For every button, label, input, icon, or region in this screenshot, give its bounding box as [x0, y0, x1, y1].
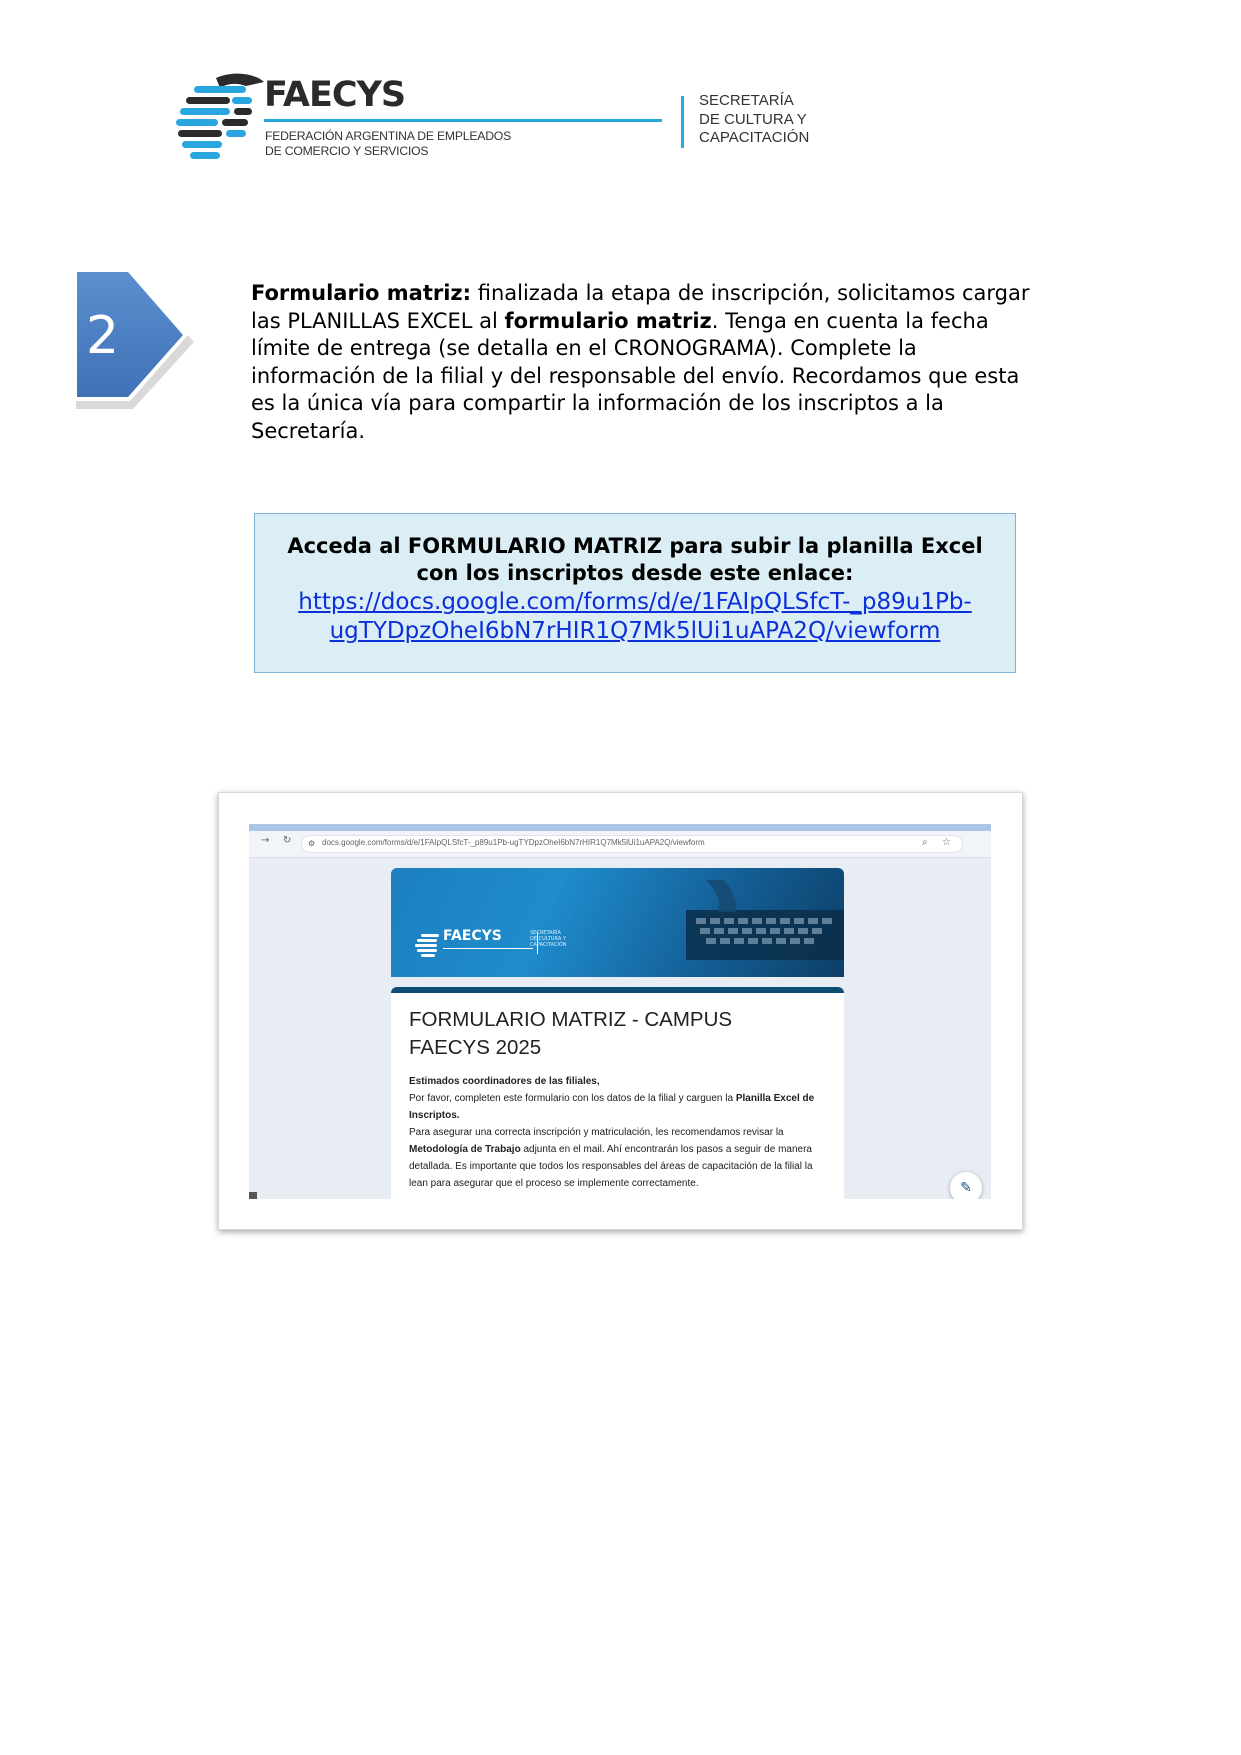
faecys-logo [176, 72, 810, 168]
banner-logo-name: FAECYS [443, 928, 502, 944]
link-box-title: Acceda al FORMULARIO MATRIZ para subir la planilla Excel con los inscriptos desde este enlace: [287, 534, 983, 585]
form-description [409, 1073, 829, 1192]
form-greeting: Estimados coordinadores de las filiales, [409, 1076, 600, 1087]
back-icon: → [261, 835, 270, 846]
form-link-line-1[interactable]: https://docs.google.com/forms/d/e/1FAIpQLSfcT-_p89u1Pb- [298, 589, 972, 615]
sidebar-marker [249, 1192, 257, 1199]
form-title-line-1: FORMULARIO MATRIZ - CAMPUS [409, 1008, 733, 1031]
secretaria-line-3: CAPACITACIÓN [699, 129, 810, 146]
paragraph-bold-2: formulario matriz [504, 308, 712, 333]
logo-name: FAECYS [264, 75, 406, 115]
lead-bold: Formulario matriz: [251, 281, 472, 305]
browser-screenshot [249, 824, 991, 1199]
secretaria-line-2: DE CULTURA Y [699, 110, 807, 128]
form-line-b-rest: adjunta en el mail. Ahí encontrarán los pasos a seguir de manera detallada. Es importante que todos los responsables del áreas de capacitación de la filial la lean para asegurar que el proceso se implemente correctamente. [409, 1144, 813, 1189]
step-number: 2 [86, 306, 120, 366]
logo-federation [265, 129, 511, 159]
form-line-a-bold: Planilla Excel de Inscriptos. [409, 1093, 815, 1121]
logo-divider [681, 96, 684, 148]
zoom-icon: ⌕ [922, 837, 928, 848]
federation-line-2: DE COMERCIO Y SERVICIOS [265, 144, 429, 158]
federation-line-1: FEDERACIÓN ARGENTINA DE EMPLEADOS [265, 129, 512, 143]
form-banner [391, 868, 844, 977]
form-title [409, 1006, 732, 1062]
edit-icon[interactable]: ✎ [950, 1172, 982, 1199]
address-text: docs.google.com/forms/d/e/1FAIpQLSfcT-_p89u1Pb-ugTYDpzOheI6bN7rHIR1Q7Mk5lUi1uAPA2Q/viewform [322, 838, 705, 847]
secretaria-line-1: SECRETARÍA [699, 92, 794, 109]
form-link[interactable] [255, 588, 1015, 646]
browser-tabstrip [249, 824, 991, 831]
form-line-a: Por favor, completen este formulario con los datos de la filial y carguen la [409, 1093, 736, 1104]
logo-rule [264, 119, 662, 122]
faecys-logo-icon [176, 72, 266, 164]
form-line-b: Para asegurar una correcta inscripción y matriculación, les recomendamos revisar la [409, 1127, 784, 1138]
address-bar [301, 835, 963, 853]
laptop-illustration [676, 880, 844, 960]
banner-secretaria: SECRETARÍA DE CULTURA Y CAPACITACIÓN [530, 930, 567, 948]
reload-icon: ↻ [283, 835, 292, 846]
logo-secretaria [699, 92, 809, 148]
form-link-box [254, 513, 1016, 673]
form-card [391, 987, 844, 1199]
form-link-line-2[interactable]: ugTYDpzOheI6bN7rHIR1Q7Mk5lUi1uAPA2Q/viewform [329, 618, 941, 644]
paragraph-part-2: . Tenga en cuenta la fecha límite de entrega (se detalla en el CRONOGRAMA). Complete la información de la filial y del responsable del envío. Recordamos que esta es la única vía para compartir la información de los inscriptos a la Secretaría. [251, 308, 1020, 443]
instruction-paragraph [251, 280, 1041, 446]
form-title-line-2: FAECYS 2025 [409, 1036, 542, 1059]
star-icon: ☆ [942, 837, 951, 848]
site-info-icon: ⚙ [308, 839, 316, 848]
screenshot-frame [218, 792, 1023, 1230]
paragraph-part-1: finalizada la etapa de inscripción, solicitamos cargar las PLANILLAS EXCEL al [251, 281, 1030, 333]
form-line-b-bold: Metodología de Trabajo [409, 1144, 521, 1155]
